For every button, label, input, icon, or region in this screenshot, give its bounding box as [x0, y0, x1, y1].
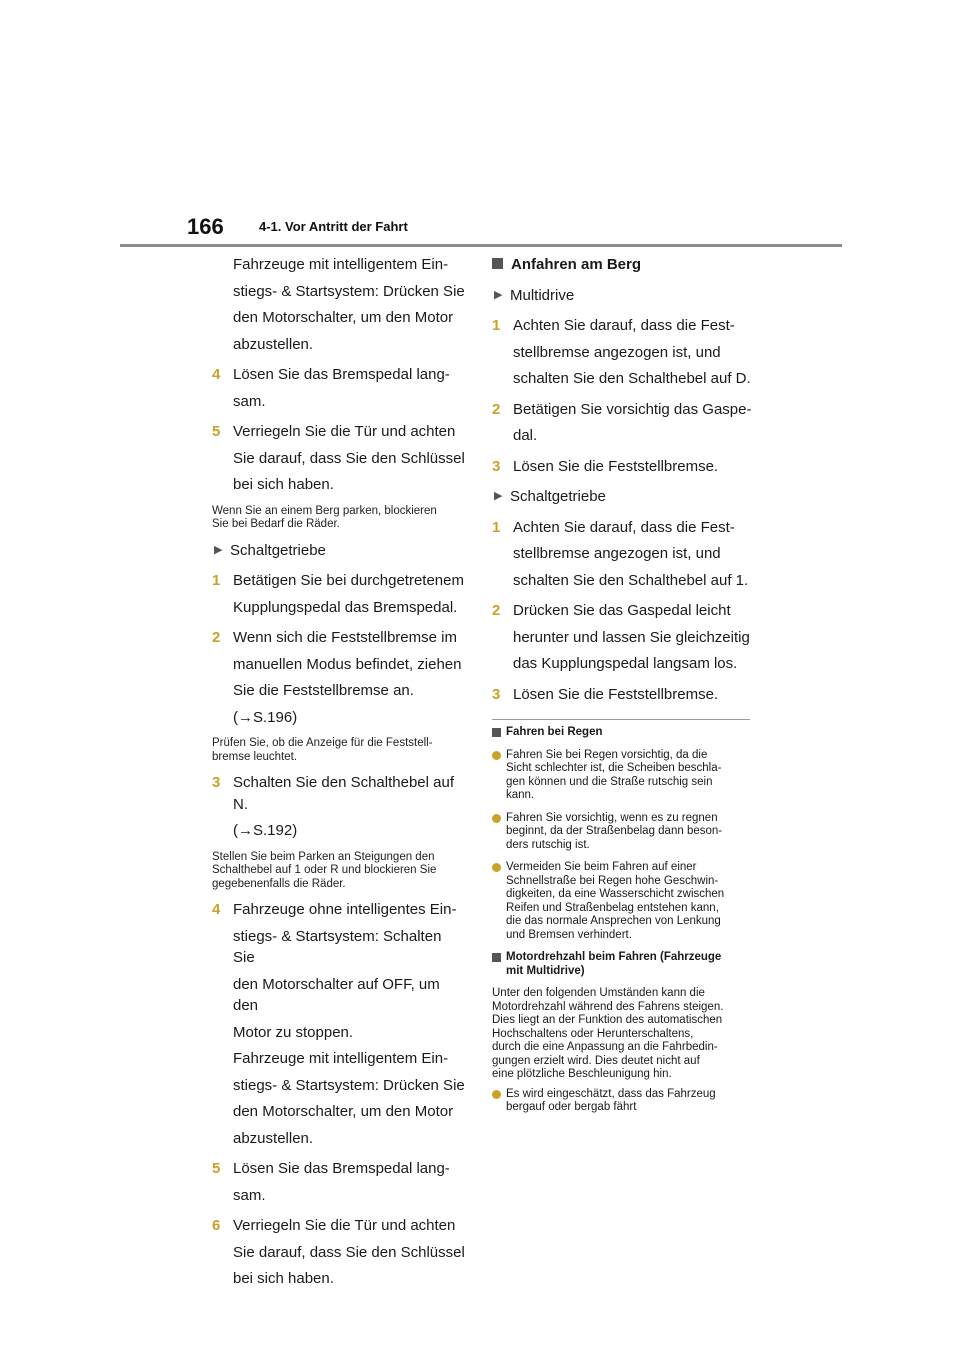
para-line: eine plötzliche Beschleunigung hin. [492, 1068, 672, 1080]
step-number: 3 [492, 685, 501, 703]
step-text: Motor zu stoppen. [233, 1023, 354, 1041]
text-line: stiegs- & Startsystem: Drücken Sie [233, 282, 465, 300]
square-bullet-icon [492, 258, 503, 269]
step-text: Achten Sie darauf, dass die Fest- [513, 317, 735, 334]
step-text: sam. [233, 392, 266, 410]
step-text: Fahrzeuge mit intelligentem Ein- [233, 1050, 449, 1067]
heading-text: Anfahren am Berg [511, 256, 642, 273]
step-text: Lösen Sie das Bremspedal lang- [233, 366, 450, 383]
multidrive-step-3 [492, 456, 752, 478]
schalt-step-1 [492, 517, 752, 592]
step-text: schalten Sie den Schalthebel auf D. [513, 370, 751, 387]
step-text: Lösen Sie die Feststellbremse. [513, 685, 719, 703]
step-text: Fahrzeuge ohne intelligentes Ein- [233, 901, 457, 918]
text-line: abzustellen. [233, 335, 314, 353]
point-line: Schnellstraße bei Regen hohe Geschwin- [506, 874, 719, 887]
step-5-schalt [212, 1158, 467, 1206]
note-line: Prüfen Sie, ob die Anzeige für die Feststell- [212, 737, 433, 749]
step-number: 2 [492, 602, 501, 619]
step-text: stellbremse angezogen ist, und [513, 343, 721, 361]
subheading-fahren-bei-regen [492, 726, 752, 740]
step-text: herunter und lassen Sie gleichzeitig [513, 628, 750, 646]
bullet-schaltgetriebe-right [492, 486, 752, 508]
note-line: Sie bei Bedarf die Räder. [212, 518, 340, 530]
square-bullet-icon [492, 953, 501, 962]
step-number: 4 [212, 366, 221, 383]
triangle-bullet-icon: ▶ [214, 543, 223, 556]
section-title: 4-1. Vor Antritt der Fahrt [259, 219, 408, 234]
para-line: Unter den folgenden Umständen kann die [492, 987, 705, 999]
square-bullet-icon [492, 728, 501, 737]
para-line: Hochschaltens oder Herunterschaltens, [492, 1027, 694, 1040]
para-line: durch die eine Anpassung an die Fahrbedin- [492, 1041, 718, 1053]
step-text: das Kupplungspedal langsam los. [513, 655, 738, 672]
schalt-step-3 [492, 684, 752, 706]
triangle-bullet-icon: ▶ [494, 490, 503, 502]
subheading-text: mit Multidrive) [506, 964, 585, 977]
note-line: Wenn Sie an einem Berg parken, blockieren [212, 504, 437, 517]
step-number: 1 [492, 518, 501, 536]
note-line: gegebenenfalls die Räder. [212, 877, 346, 890]
step-text: dal. [513, 427, 538, 444]
step-text: Schalten Sie den Schalthebel auf N. [233, 774, 454, 813]
header-divider [120, 244, 842, 247]
bullet-text: Multidrive [510, 286, 575, 304]
section-divider [492, 719, 750, 720]
page-number: 166 [187, 214, 224, 239]
heading-anfahren-am-berg [492, 254, 752, 276]
para-line: gungen erzielt wird. Dies deutet nicht auf [492, 1054, 700, 1067]
note-feststell [212, 737, 467, 764]
step-number: 2 [212, 629, 221, 646]
continued-text [212, 254, 467, 355]
circle-bullet-icon [492, 863, 501, 872]
step-text: den Motorschalter auf OFF, um den [233, 975, 440, 1014]
note-steigung [212, 851, 467, 892]
step-text: stellbremse angezogen ist, und [513, 545, 721, 562]
point-line: Fahren Sie vorsichtig, wenn es zu regnen [506, 811, 718, 824]
bullet-text: Schaltgetriebe [230, 541, 326, 559]
schalt-step-2 [492, 600, 752, 675]
step-text: bei sich haben. [233, 1270, 334, 1287]
circle-bullet-icon [492, 814, 501, 823]
point-line: Fahren Sie bei Regen vorsichtig, da die [506, 748, 708, 761]
text-line: den Motorschalter, um den Motor [233, 309, 454, 326]
step-number: 5 [212, 423, 221, 440]
multidrive-step-1 [492, 315, 752, 390]
step-number: 4 [212, 901, 221, 918]
step-1 [212, 570, 467, 618]
rain-point-3 [492, 861, 752, 942]
text-line: Fahrzeuge mit intelligentem Ein- [233, 256, 449, 273]
point-line: Sicht schlechter ist, die Scheiben beschla- [506, 762, 722, 774]
step-number: 2 [492, 400, 501, 418]
point-line: Reifen und Straßenbelag entstehen kann, [506, 901, 719, 914]
point-line: bergauf oder bergab fährt [506, 1101, 637, 1113]
page-header [0, 0, 960, 250]
step-text: Achten Sie darauf, dass die Fest- [513, 518, 735, 536]
step-text: stiegs- & Startsystem: Drücken Sie [233, 1076, 465, 1094]
triangle-bullet-icon: ▶ [494, 288, 503, 301]
step-text: bei sich haben. [233, 476, 334, 493]
step-number: 3 [492, 457, 501, 475]
rpm-paragraph [492, 987, 752, 1082]
point-line: kann. [506, 789, 535, 801]
point-line: Vermeiden Sie beim Fahren auf einer [506, 861, 697, 873]
circle-bullet-icon [492, 1090, 501, 1099]
step-text: abzustellen. [233, 1129, 314, 1147]
subheading-text: Fahren bei Regen [506, 726, 603, 738]
step-text: Verriegeln Sie die Tür und achten [233, 1217, 456, 1234]
step-5 [212, 421, 467, 496]
para-line: Dies liegt an der Funktion des automatischen [492, 1014, 723, 1026]
step-text: manuellen Modus befindet, ziehen [233, 655, 462, 673]
bullet-schaltgetriebe [212, 540, 467, 562]
step-number: 1 [492, 317, 501, 334]
point-line: digkeiten, da eine Wasserschicht zwischen [506, 888, 725, 900]
point-line: und Bremsen verhindert. [506, 928, 632, 941]
step-6 [212, 1215, 467, 1290]
right-column [492, 254, 752, 1124]
step-text: Sie die Feststellbremse an. [233, 682, 414, 699]
step-text: Wenn sich die Feststellbremse im [233, 629, 457, 646]
step-text: Drücken Sie das Gaspedal leicht [513, 602, 731, 619]
page-reference: (→S.196) [233, 708, 298, 726]
bullet-text: Schaltgetriebe [510, 488, 606, 505]
rain-point-1 [492, 749, 752, 803]
step-3 [212, 772, 467, 842]
page-reference: (→S.192) [233, 822, 298, 839]
note-line: bremse leuchtet. [212, 750, 298, 763]
step-text: Verriegeln Sie die Tür und achten [233, 423, 456, 440]
point-line: beginnt, da der Straßenbelag dann beson- [506, 825, 723, 837]
step-text: Kupplungspedal das Bremspedal. [233, 598, 458, 616]
step-2 [212, 627, 467, 728]
step-number: 6 [212, 1217, 221, 1234]
point-line: die das normale Ansprechen von Lenkung [506, 915, 721, 927]
step-number: 1 [212, 572, 221, 589]
step-4-schalt [212, 899, 467, 1149]
step-text: Lösen Sie das Bremspedal lang- [233, 1160, 450, 1177]
step-text: schalten Sie den Schalthebel auf 1. [513, 571, 749, 589]
point-line: ders rutschig ist. [506, 838, 590, 851]
step-text: den Motorschalter, um den Motor [233, 1103, 454, 1120]
step-text: Sie darauf, dass Sie den Schlüssel [233, 1243, 465, 1261]
note-line: Stellen Sie beim Parken an Steigungen den [212, 850, 435, 863]
step-number: 3 [212, 774, 221, 791]
step-4 [212, 364, 467, 412]
rpm-point-1 [492, 1088, 752, 1115]
para-line: Motordrehzahl während des Fahrens steigen. [492, 1000, 724, 1013]
step-text: sam. [233, 1186, 266, 1204]
multidrive-step-2 [492, 399, 752, 447]
note-line: Schalthebel auf 1 oder R und blockieren Sie [212, 864, 437, 876]
subheading-text: Motordrehzahl beim Fahren (Fahrzeuge [506, 951, 722, 963]
step-text: Betätigen Sie vorsichtig das Gaspe- [513, 400, 752, 418]
step-text: Sie darauf, dass Sie den Schlüssel [233, 449, 465, 467]
step-number: 5 [212, 1160, 221, 1177]
left-column [212, 254, 467, 1299]
bullet-multidrive [492, 285, 752, 307]
step-text: stiegs- & Startsystem: Schalten Sie [233, 927, 442, 966]
circle-bullet-icon [492, 751, 501, 760]
rain-point-2 [492, 812, 752, 853]
point-line: Es wird eingeschätzt, dass das Fahrzeug [506, 1087, 716, 1100]
step-text: Betätigen Sie bei durchgetretenem [233, 572, 464, 589]
note-berg [212, 505, 467, 532]
subheading-motordrehzahl [492, 951, 752, 978]
point-line: gen können und die Straße rutschig sein [506, 775, 713, 788]
step-text: Lösen Sie die Feststellbremse. [513, 457, 719, 475]
